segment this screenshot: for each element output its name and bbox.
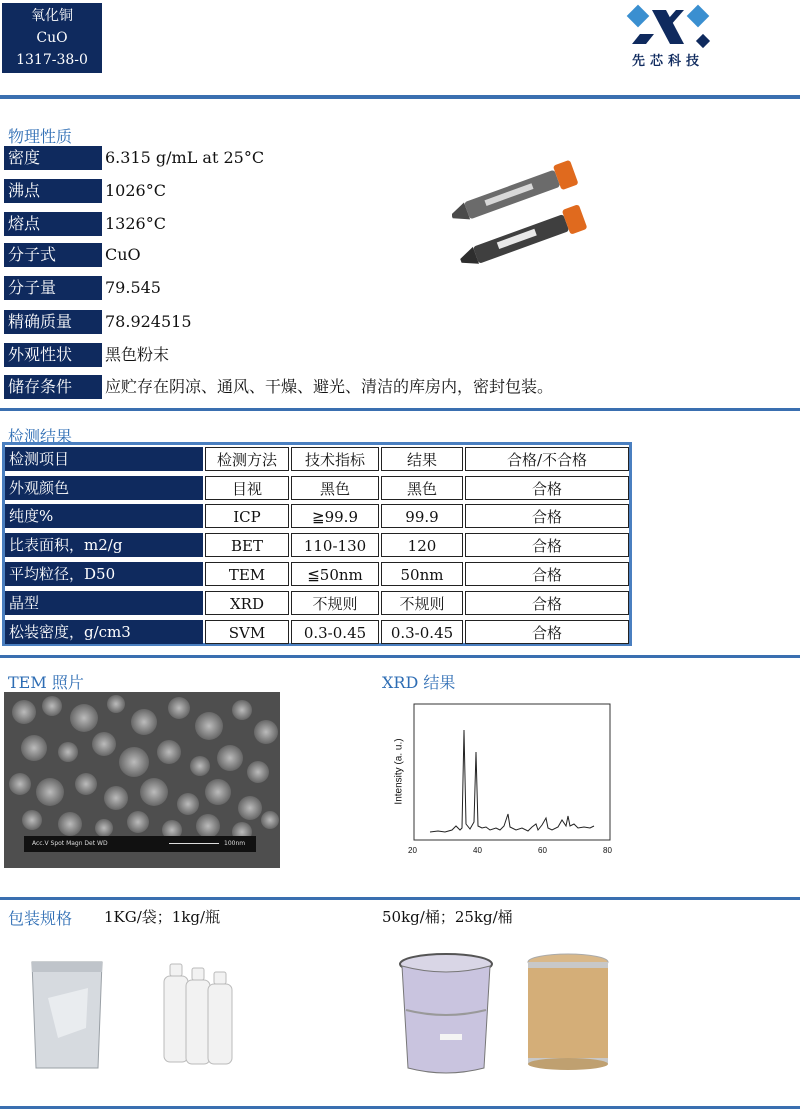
table-cell: 黑色 (291, 476, 379, 500)
table-cell: 120 (381, 533, 463, 557)
table-header-cell: 技术指标 (291, 447, 379, 471)
packaging-large-spec: 50kg/桶；25kg/桶 (382, 908, 513, 926)
table-cell: 外观颜色 (5, 476, 203, 500)
prop-label: 储存条件 (4, 375, 102, 399)
footer-divider (0, 1106, 800, 1109)
prop-label: 外观性状 (4, 343, 102, 367)
section-divider (0, 897, 800, 900)
table-cell: SVM (205, 620, 289, 644)
plastic-bottles-icon (160, 958, 238, 1066)
table-cell: 目视 (205, 476, 289, 500)
table-cell: 比表面积，m2/g (5, 533, 203, 557)
table-cell: 不规则 (291, 591, 379, 615)
prop-label: 密度 (4, 146, 102, 170)
xrd-pattern-line (430, 730, 594, 832)
prop-value: 1026°C (105, 181, 166, 200)
prop-value: 黑色粉末 (105, 345, 170, 364)
prop-value: 6.315 g/mL at 25°C (105, 148, 265, 167)
table-cell: ≧99.9 (291, 504, 379, 528)
table-row (5, 562, 629, 586)
xrd-chart (390, 700, 620, 860)
prop-value: 79.545 (105, 278, 161, 297)
table-row (5, 504, 629, 528)
xrd-ylabel: Intensity (a. u.) (393, 738, 405, 805)
prop-label: 分子式 (4, 243, 102, 267)
steel-drum-icon (396, 950, 496, 1078)
table-cell: 松装密度，g/cm3 (5, 620, 203, 644)
tem-title: TEM 照片 (8, 673, 84, 692)
prop-label: 精确质量 (4, 310, 102, 334)
table-row (5, 591, 629, 615)
foil-bag-icon (28, 958, 106, 1072)
prop-label: 熔点 (4, 212, 102, 236)
table-cell: 110-130 (291, 533, 379, 557)
table-cell: 合格 (465, 562, 629, 586)
table-cell: ICP (205, 504, 289, 528)
table-header-cell: 合格/不合格 (465, 447, 629, 471)
header-divider (0, 95, 800, 99)
xrd-tick-label: 80 (603, 846, 612, 855)
tem-info-bar (24, 836, 256, 852)
prop-label: 分子量 (4, 276, 102, 300)
table-row (5, 476, 629, 500)
table-cell: 平均粒径，D50 (5, 562, 203, 586)
fiber-drum-icon (526, 952, 610, 1074)
table-cell: 0.3-0.45 (381, 620, 463, 644)
xrd-title: XRD 结果 (382, 673, 456, 692)
table-cell: 合格 (465, 476, 629, 500)
results-table (2, 442, 632, 646)
xrd-tick-label: 20 (408, 846, 417, 855)
xrd-tick-label: 60 (538, 846, 547, 855)
table-cell: 50nm (381, 562, 463, 586)
xrd-plot (390, 700, 620, 860)
product-cas: 1317-38-0 (16, 52, 88, 68)
table-header-row (5, 447, 629, 471)
section-divider (0, 408, 800, 411)
packaging-title: 包装规格 (8, 909, 73, 928)
table-cell: 0.3-0.45 (291, 620, 379, 644)
table-cell: ≦50nm (291, 562, 379, 586)
table-cell: XRD (205, 591, 289, 615)
prop-value: CuO (105, 245, 141, 264)
table-cell: 纯度% (5, 504, 203, 528)
table-cell: 99.9 (381, 504, 463, 528)
results-title: 检测结果 (8, 427, 73, 446)
table-cell: BET (205, 533, 289, 557)
product-title-box (2, 3, 102, 73)
product-formula: CuO (36, 30, 68, 46)
table-row (5, 620, 629, 644)
table-header-cell: 检测项目 (5, 447, 203, 471)
table-cell: 合格 (465, 533, 629, 557)
prop-value: 应贮存在阴凉、通风、干燥、避光、清洁的库房内，密封包装。 (105, 377, 554, 396)
prop-value: 1326°C (105, 214, 166, 233)
tem-bar-text: Acc.V Spot Magn Det WD (32, 840, 108, 847)
table-cell: 合格 (465, 620, 629, 644)
prop-value: 78.924515 (105, 312, 192, 331)
table-header-cell: 结果 (381, 447, 463, 471)
properties-title: 物理性质 (8, 127, 73, 146)
xrd-tick-label: 40 (473, 846, 482, 855)
packaging-small-spec: 1KG/袋；1kg/瓶 (104, 908, 221, 926)
product-name: 氧化铜 (31, 8, 73, 24)
prop-label: 沸点 (4, 179, 102, 203)
table-cell: 晶型 (5, 591, 203, 615)
table-cell: 黑色 (381, 476, 463, 500)
table-row (5, 533, 629, 557)
table-cell: TEM (205, 562, 289, 586)
tem-scale-line (169, 843, 219, 844)
section-divider (0, 655, 800, 658)
company-name: 先芯科技 (631, 54, 704, 69)
tem-photo (4, 692, 280, 868)
table-cell: 合格 (465, 591, 629, 615)
table-header-cell: 检测方法 (205, 447, 289, 471)
centrifuge-tubes-icon (452, 160, 600, 270)
tem-scale-text: 100nm (224, 840, 246, 847)
table-cell: 不规则 (381, 591, 463, 615)
table-cell: 合格 (465, 504, 629, 528)
